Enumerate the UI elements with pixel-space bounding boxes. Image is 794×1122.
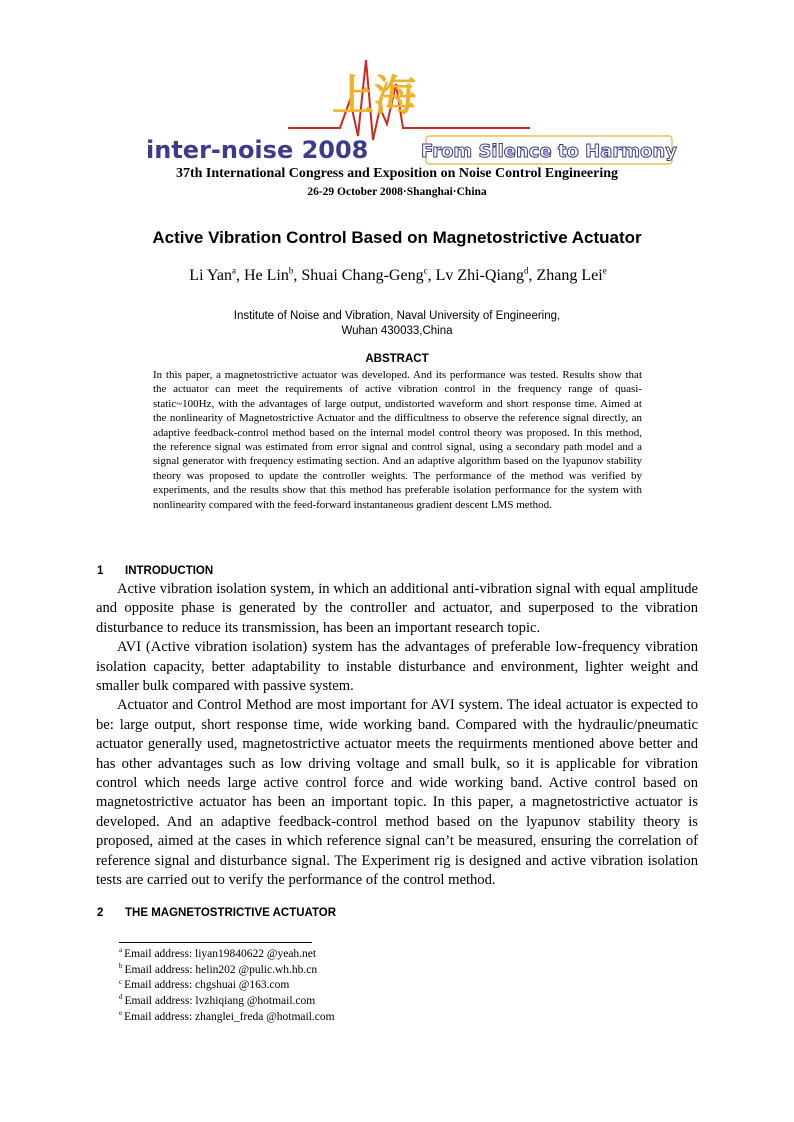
paper-title: Active Vibration Control Based on Magnetostrictive Actuator xyxy=(152,228,642,247)
author-mark: b xyxy=(288,265,294,276)
footnote-mark: b xyxy=(119,961,123,970)
author-mark: d xyxy=(523,265,529,276)
footnote-text: Email address: chgshuai @163.com xyxy=(124,979,290,992)
logo-slogan-text: From Silence to Harmony xyxy=(421,141,677,162)
author-mark: c xyxy=(423,265,428,276)
conference-dates: 26-29 October 2008·Shanghai·China xyxy=(307,186,487,198)
author-name: Li Yan xyxy=(189,267,232,284)
logo-chinese-text: 上海 xyxy=(332,71,417,120)
author-name: He Lin xyxy=(243,267,289,284)
section-title: INTRODUCTION xyxy=(125,565,214,577)
section-number: 1 xyxy=(97,565,104,577)
body-paragraph: Active vibration isolation system, in which an additional anti-vibration signal with equal amplitude and opposite phase is generated by the controller and actuator, and superposed to the vibration disturbance to reduce its transmission, has been an important research topic. xyxy=(96,581,698,636)
section-heading-actuator xyxy=(97,907,336,919)
footnote-text: Email address: lvzhiqiang @hotmail.com xyxy=(124,995,316,1008)
footnotes xyxy=(119,947,335,1026)
section-title: THE MAGNETOSTRICTIVE ACTUATOR xyxy=(125,907,337,919)
section-heading-introduction xyxy=(97,565,213,577)
conference-logo xyxy=(140,40,680,168)
author-mark: a xyxy=(231,265,236,276)
footnote-mark: e xyxy=(119,1008,123,1017)
body-paragraph: AVI (Active vibration isolation) system has the advantages of preferable low-frequency vibration isolation capacity, better adaptability to instable disturbance and environment, lighter weight and smaller bulk compared with passive system. xyxy=(96,639,698,695)
logo-brand-text: inter-noise 2008 xyxy=(146,136,369,164)
introduction-body xyxy=(96,580,698,891)
footnote-mark: a xyxy=(119,946,123,955)
footnote-item xyxy=(119,963,335,979)
conference-title: 37th International Congress and Exposition on Noise Control Engineering xyxy=(175,166,619,181)
sound-wave-logo-icon xyxy=(140,40,680,168)
author-mark: e xyxy=(602,265,607,276)
section-number: 2 xyxy=(97,907,104,919)
affiliation-line-1: Institute of Noise and Vibration, Naval University of Engineering, xyxy=(233,310,561,322)
footnote-mark: d xyxy=(119,993,123,1002)
footnote-text: Email address: liyan19840622 @yeah.net xyxy=(124,948,317,960)
footnote-item xyxy=(119,947,335,963)
footnote-mark: c xyxy=(119,977,123,986)
footnote-text: Email address: helin202 @pulic.wh.hb.cn xyxy=(124,963,318,976)
abstract-heading: ABSTRACT xyxy=(365,353,429,365)
footnote-item xyxy=(119,994,335,1010)
abstract-text: In this paper, a magnetostrictive actuator was developed. And its performance was tested. Results show that the actuator can meet the requirements of active vibration control in the frequency range of quasi-static~100Hz, with the advantages of large output, undistorted waveform and short response time. Aimed at the nonlinearity of Magnetostrictive Actuator and the difficultness to observe the reference signal directly, an adaptive feedback-control method based on the internal model control theory was proposed. In this method, the reference signal was estimated from error signal and control signal, using a secondary path model and a signal generator with frequency estimating section. And an adaptive algorithm based on the lyapunov stability theory was proposed to update the controller weights. The performance of the method was verified by experiments, and the results show that this method has preferable isolation performance for the system with nonlinearity compared with the feed-forward instantaneous gradient descent LMS method. xyxy=(153,369,642,511)
body-paragraph: Actuator and Control Method are most important for AVI system. The ideal actuator is expected to be: large output, short response time, wide working band. Compared with the hydraulic/pneumatic actuator generally used, magnetostrictive actuator meets the requirments mentioned above better and has other advantages such as low driving voltage and small bulk, so it is applicable for vibration control which needs large active control force and wide working band. Active control based on magnetostrictive actuator has been an important topic. In this paper, a magnetostrictive actuator is developed. And an adaptive feedback-control method based on the lyapunov stability theory is proposed, aimed at the cases in which reference signal can’t be measured, ensuring the correlation of reference signal and disturbance signal. The Experiment rig is designed and active vibration isolation tests are carried out to verify the performance of the control method. xyxy=(96,697,698,889)
affiliation-line-2: Wuhan 430033,China xyxy=(341,325,453,337)
author-name: Zhang Lei xyxy=(536,267,603,284)
footnote-divider xyxy=(119,942,312,943)
author-list: Li Yan$^a$, He Lin$^b$, Shuai Chang-Geng$^c$, Lv Zhi-Qiang$^d$, Zhang Lei$^e$ xyxy=(189,265,607,284)
author-name: Shuai Chang-Geng xyxy=(301,267,424,284)
footnote-item xyxy=(119,978,335,994)
author-name: Lv Zhi-Qiang xyxy=(435,267,524,284)
footnote-text: Email address: zhanglei_freda @hotmail.com xyxy=(124,1010,335,1023)
footnote-item xyxy=(119,1010,335,1026)
